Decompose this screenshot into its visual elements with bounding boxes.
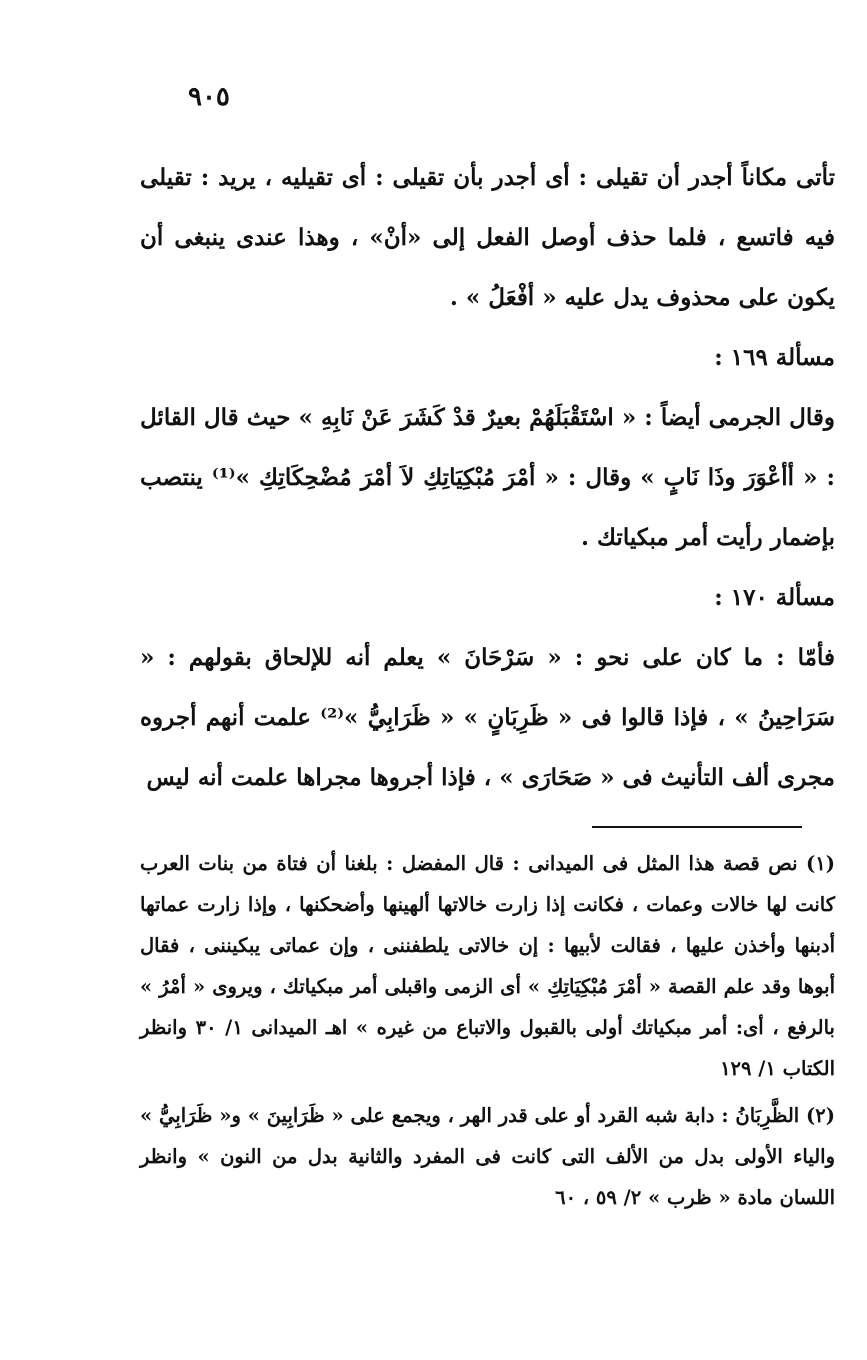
main-text: [140, 148, 835, 808]
footnote: (١) نص قصة هذا المثل فى الميدانى : قال المفضل : بلغنا أن فتاة من بنات العرب كانت لها خالات وعمات ، فكانت إذا زارت خالاتها ألهينها وأضحكنها ، وإذا زارت عماتها أدبنها وأخذن عليها ، فقالت لأبيها : إن خالاتى يلطفننى ، وإن عماتى يبكيننى ، فقال أبوها وقد علم القصة « أمْرَ مُبْكِيَاتِكِ » أى الزمى واقبلى أمر مبكياتك ، ويروى « أمْرُ » بالرفع ، أى: أمر مبكياتك أولى بالقبول والاتباع من غيره » اهـ الميدانى ١/ ٣٠ وانظر الكتاب ١/ ١٢٩: [140, 852, 835, 1080]
paragraph: تأتى مكاناً أجدر أن تقيلى : أى أجدر بأن تقيلى : أى تقيليه ، يريد : تقيلى فيه فاتسع ، فلما حذف أوصل الفعل إلى «أنْ» ، وهذا عندى ينبغى أن يكون على محذوف يدل عليه « أفْعَلُ » .: [140, 164, 835, 311]
paragraph: فأمّا : ما كان على نحو : « سَرْحَانَ » يعلم أنه للإلحاق بقولهم : « سَرَاحِينُ » ، فإذا قالوا فى « ظَرِبَانٍ » « ظَرَابِيُّ »⁽²⁾ علمت أنهم أجروه مجرى ألف التأنيث فى « صَحَارَى » ، فإذا أجروها مجراها علمت أنه ليس: [140, 644, 835, 791]
footnotes: [140, 843, 835, 1218]
section-heading: مسألة ١٦٩ :: [714, 344, 835, 371]
page-number: ٩٠٥: [188, 82, 230, 112]
section-heading: مسألة ١٧٠ :: [714, 584, 835, 611]
footnote: (٢) الظَّرِبَانُ : دابة شبه القرد أو على قدر الهر ، ويجمع على « ظَرَابِينَ » و« ظَرَابِيُّ » والياء الأولى بدل من الألف التى كانت فى المفرد والثانية بدل من النون » وانظر اللسان مادة « ظرب » ٢/ ٥٩ ، ٦٠: [140, 1104, 835, 1209]
paragraph: وقال الجرمى أيضاً : « اسْتَقْبَلَهُمْ بعيرٌ قدْ كَشَرَ عَنْ نَابِهِ » حيث قال القائل : « أأعْوَرَ وذَا نَابٍ » وقال : « أمْرَ مُبْكِيَاتِكِ لاَ أمْرَ مُضْحِكَاتِكِ »⁽¹⁾ ينتصب بإضمار رأيت أمر مبكياتك .: [140, 404, 835, 551]
footnote-divider: [592, 826, 802, 828]
